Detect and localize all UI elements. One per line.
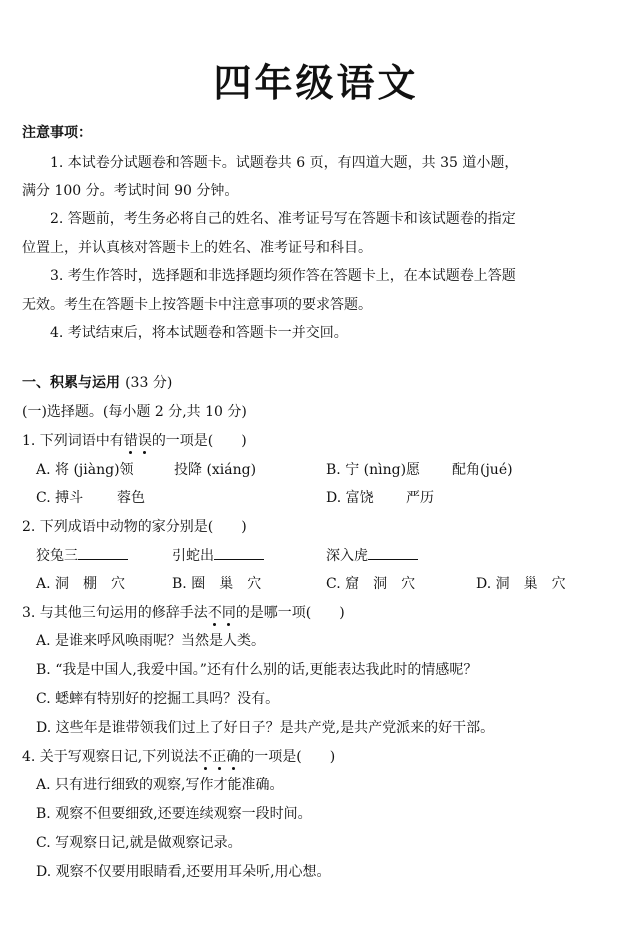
q3-option-b: B. “我是中国人,我爱中国。”还有什么别的话,更能表达我此时的情感呢？ bbox=[36, 662, 478, 678]
q4-emphasis-char: 确 bbox=[226, 746, 240, 766]
note-4: 4. 考试结束后，将本试题卷和答题卡一并交回。 bbox=[50, 325, 348, 341]
q2-option-c: C. 窟 洞 穴 bbox=[326, 576, 416, 592]
q4-stem bbox=[22, 746, 335, 766]
note-3-line-1: 3. 考生作答时，选择题和非选择题均须作答在答题卡上，在本试题卷上答题 bbox=[50, 268, 516, 284]
q2-idiom-3-text: 深入虎 bbox=[326, 548, 368, 564]
q3-option-a: A. 是谁来呼风唤雨呢？当然是人类。 bbox=[36, 633, 266, 649]
answer-blank bbox=[368, 547, 418, 560]
q4-stem-text: 的一项是( ) bbox=[240, 749, 336, 765]
q1-option-b: B. 宁 (nìng)愿 bbox=[326, 462, 421, 478]
q4-option-c: C. 写观察日记,就是做观察记录。 bbox=[36, 835, 242, 851]
q1-stem-text: 1. 下列词语中有 bbox=[22, 433, 124, 449]
section-1-score: (33 分) bbox=[125, 375, 173, 391]
q2-option-d: D. 洞 巢 穴 bbox=[476, 576, 566, 592]
q4-option-a: A. 只有进行细致的观察,写作才能准确。 bbox=[36, 777, 284, 793]
q2-option-a: A. 洞 棚 穴 bbox=[36, 576, 126, 592]
q4-option-b: B. 观察不但要细致,还要连续观察一段时间。 bbox=[36, 806, 312, 822]
q1-emphasis-char: 错 bbox=[124, 430, 138, 450]
q2-stem: 2. 下列成语中动物的家分别是( ) bbox=[22, 519, 247, 535]
q3-option-c: C. 蟋蟀有特别好的挖掘工具吗？没有。 bbox=[36, 691, 280, 707]
q3-stem-text: 的是哪一项( ) bbox=[235, 605, 345, 621]
q2-idiom-3 bbox=[326, 545, 418, 565]
q3-option-d: D. 这些年是谁带领我们过上了好日子？是共产党,是共产党派来的好干部。 bbox=[36, 720, 495, 736]
q1-option-b-word2: 配角(jué) bbox=[452, 462, 513, 478]
note-3-line-2: 无效。考生在答题卡上按答题卡中注意事项的要求答题。 bbox=[22, 297, 372, 313]
q2-idiom-1 bbox=[36, 545, 128, 565]
q1-emphasis-char: 误 bbox=[138, 430, 152, 450]
answer-blank bbox=[214, 547, 264, 560]
notes-heading: 注意事项： bbox=[22, 125, 92, 141]
q2-idiom-1-text: 狡兔三 bbox=[36, 548, 78, 564]
q4-emphasis-char: 正 bbox=[212, 746, 226, 766]
note-2-line-1: 2. 答题前，考生务必将自己的姓名、准考证号写在答题卡和该试题卷的指定 bbox=[50, 211, 516, 227]
q1-option-a-word2: 投降 (xiáng) bbox=[174, 462, 257, 478]
q1-option-a: A. 将 (jiàng)领 bbox=[36, 462, 134, 478]
q4-emphasis-char: 不 bbox=[198, 746, 212, 766]
page-title: 四年级语文 bbox=[213, 61, 419, 105]
q4-stem-text: 4. 关于写观察日记,下列说法 bbox=[22, 749, 199, 765]
q3-emphasis-char: 不 bbox=[208, 602, 222, 622]
answer-blank bbox=[78, 547, 128, 560]
q4-option-d: D. 观察不仅要用眼睛看,还要用耳朵听,用心想。 bbox=[36, 864, 331, 880]
q1-option-c: C. 搏斗 bbox=[36, 490, 84, 506]
note-1-line-2: 满分 100 分。考试时间 90 分钟。 bbox=[22, 183, 239, 199]
q1-option-d: D. 富饶 bbox=[326, 490, 374, 506]
q3-stem-text: 3. 与其他三句运用的修辞手法 bbox=[22, 605, 208, 621]
q1-stem bbox=[22, 430, 247, 450]
q1-option-c-word2: 蓉色 bbox=[117, 490, 145, 506]
q1-stem-text: 的一项是( ) bbox=[151, 433, 247, 449]
note-1-line-1: 1. 本试卷分试题卷和答题卡。试题卷共 6 页，有四道大题，共 35 道小题， bbox=[50, 155, 519, 171]
q1-option-d-word2: 严历 bbox=[406, 490, 434, 506]
q2-idiom-2-text: 引蛇出 bbox=[172, 548, 214, 564]
section-1-subheading: (一)选择题。(每小题 2 分,共 10 分) bbox=[22, 404, 247, 420]
q3-stem bbox=[22, 602, 345, 622]
section-1-heading bbox=[22, 372, 172, 392]
q2-idiom-2 bbox=[172, 545, 264, 565]
q3-emphasis-char: 同 bbox=[222, 602, 236, 622]
note-2-line-2: 位置上，并认真核对答题卡上的姓名、准考证号和科目。 bbox=[22, 240, 372, 256]
section-1-title: 一、积累与运用 bbox=[22, 375, 120, 391]
q2-option-b: B. 圈 巢 穴 bbox=[172, 576, 262, 592]
